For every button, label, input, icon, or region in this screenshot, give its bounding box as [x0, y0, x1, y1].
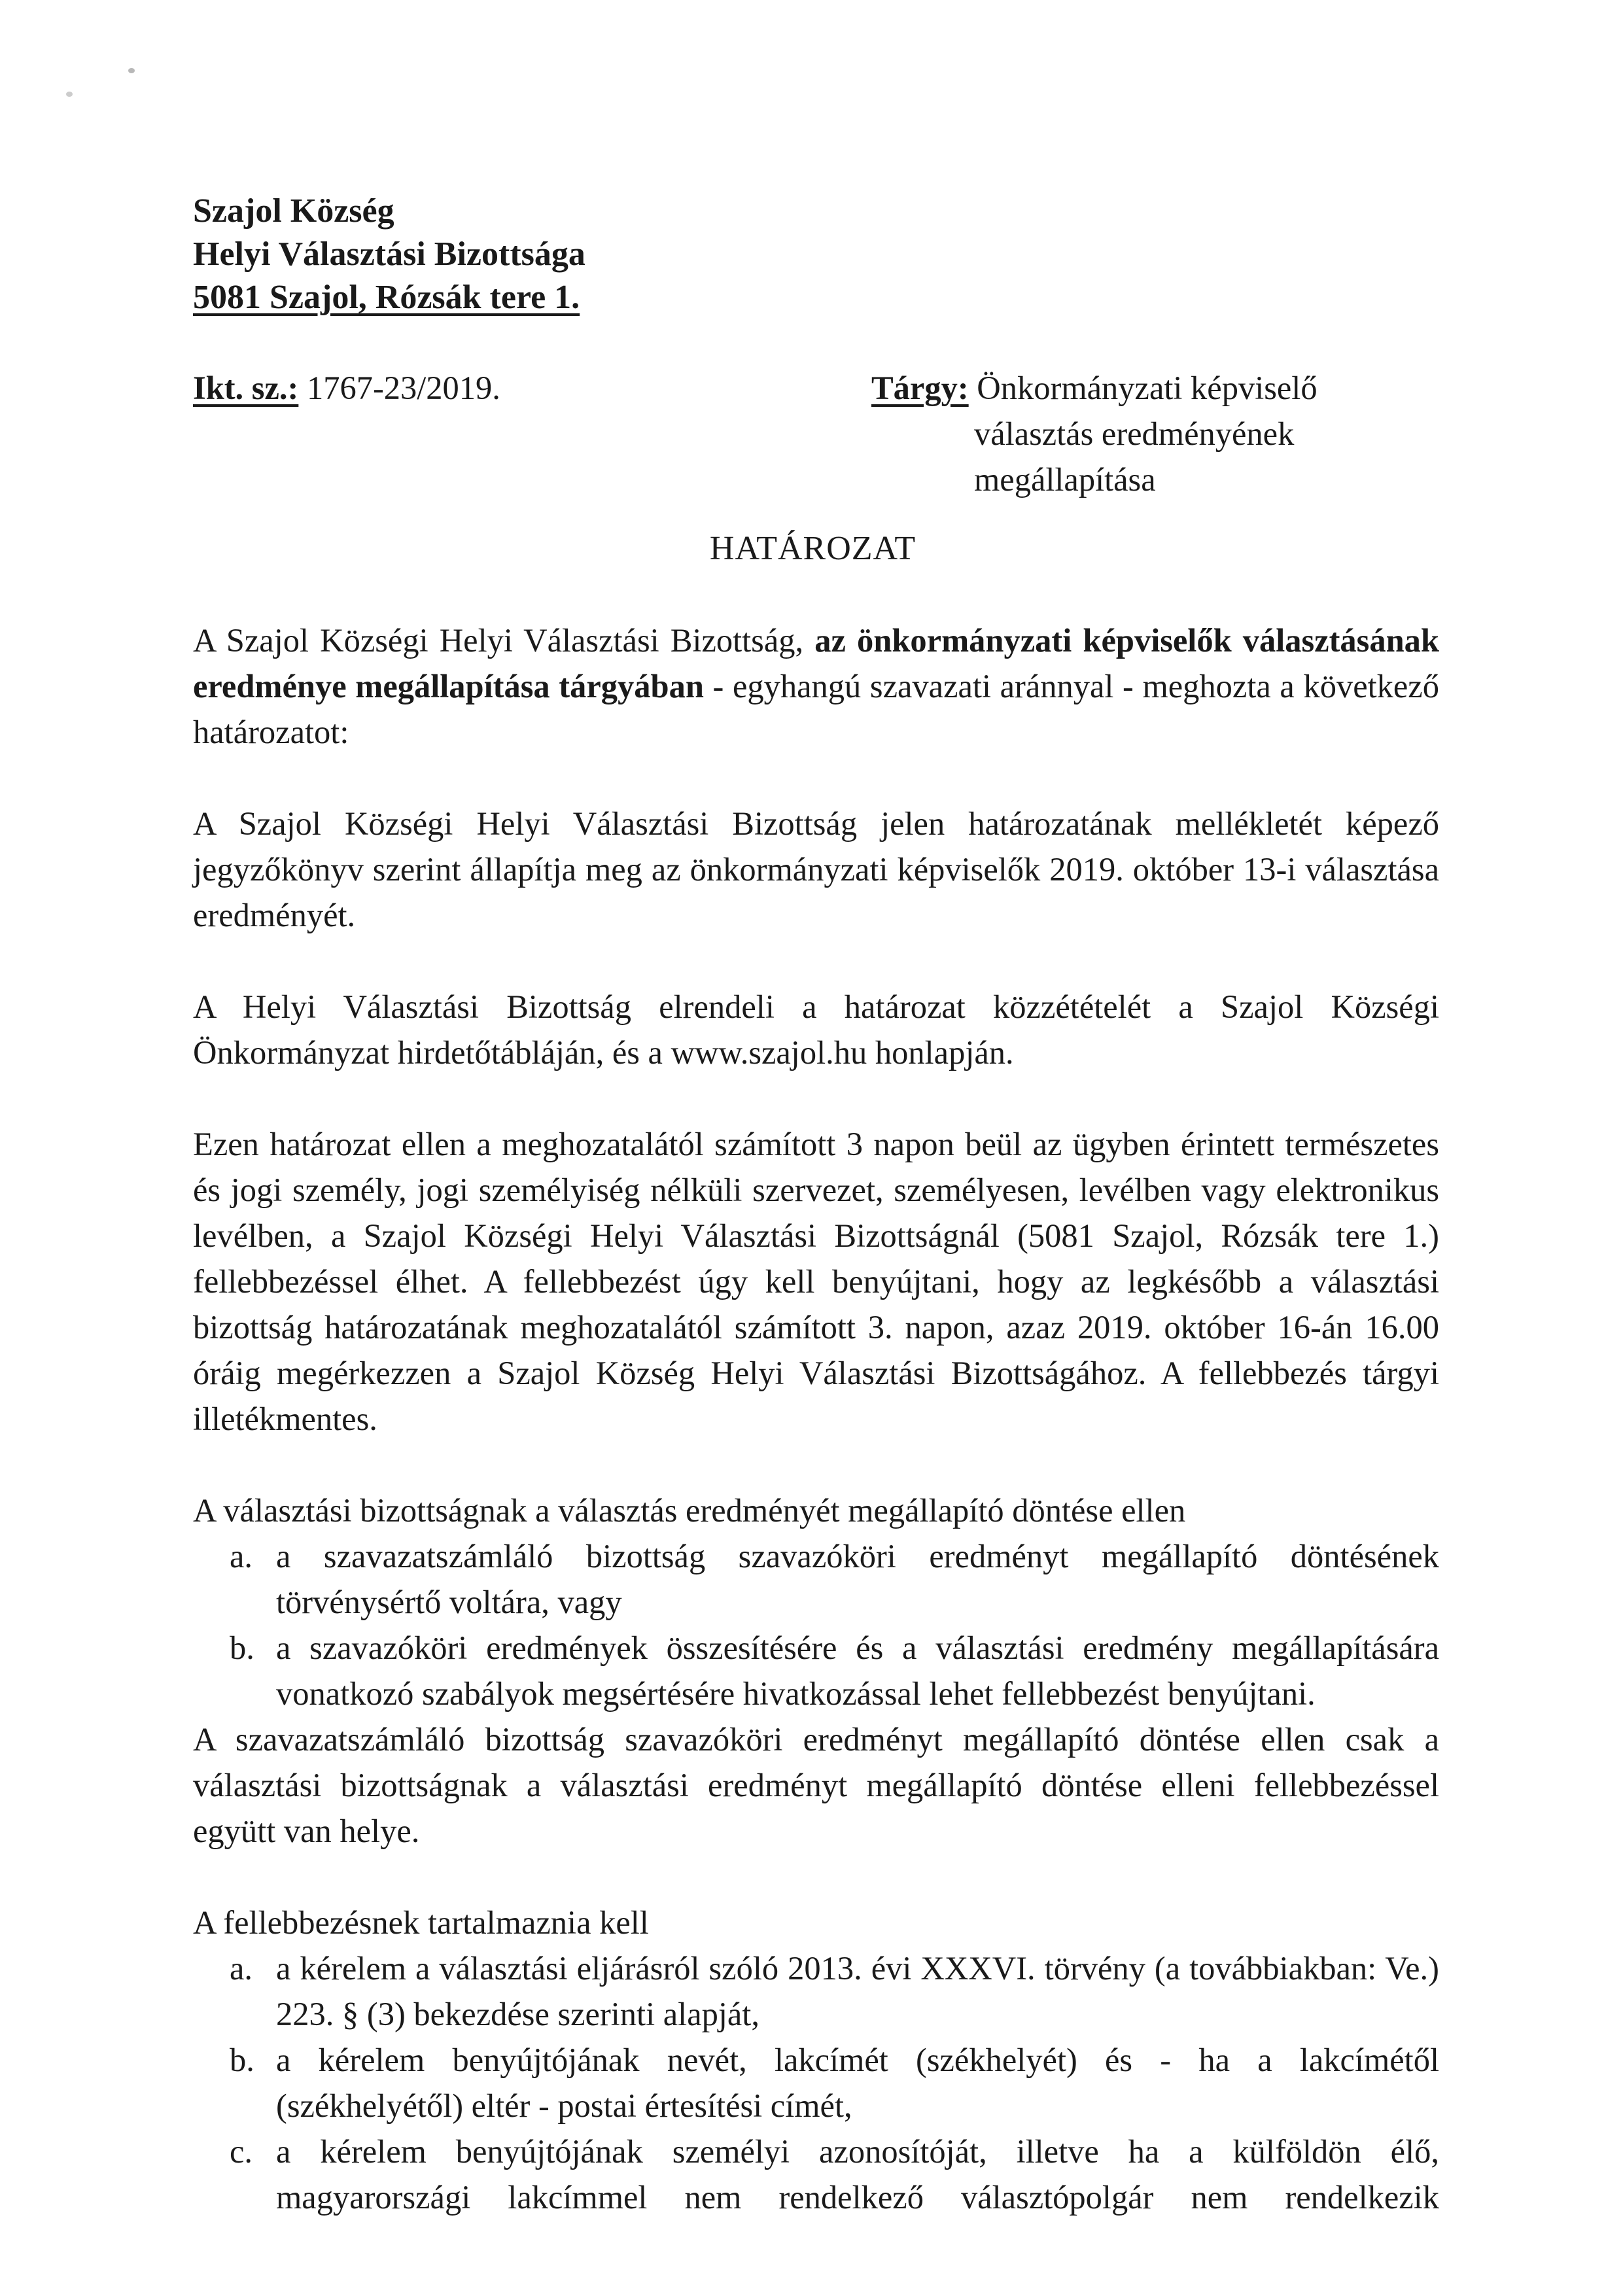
- list-item: [193, 2129, 1439, 2220]
- file-number-label: Ikt. sz.:: [193, 370, 299, 406]
- list-text: a kérelem a választási eljárásról szóló 2013. évi XXXVI. törvény (a továbbiakban: Ve.) 223. § (3) bekezdése szerinti alapját,: [276, 1950, 1439, 2032]
- file-number: [193, 365, 500, 411]
- intro-text: A Szajol Községi Helyi Választási Bizottság,: [193, 622, 815, 659]
- list-item: [193, 1533, 1439, 1625]
- scan-speck: [128, 68, 135, 73]
- file-number-value: 1767-23/2019.: [298, 370, 500, 406]
- list-marker: b.: [230, 2042, 254, 2078]
- document-page: [193, 190, 1439, 2220]
- intro-paragraph: [193, 617, 1439, 755]
- list-item: [193, 1625, 1439, 1716]
- list-item: [193, 1945, 1439, 2037]
- intro-bold: az önkormányzati képviselők választásának eredménye megállapítása tárgyában: [193, 622, 1440, 704]
- list-text: a kérelem benyújtójának nevét, lakcímét (székhelyét) és - ha a lakcímétől (székhelyétől) eltér - postai értesítési címét,: [276, 2042, 1439, 2124]
- publication-paragraph: A Helyi Választási Bizottság elrendeli a határozat közzétételét a Szajol Községi Önkormányzat hirdetőtábláján, és a www.szajol.hu honlapján.: [193, 988, 1439, 1071]
- list-marker: c.: [230, 2133, 253, 2170]
- appeal-grounds-intro: A választási bizottságnak a választás eredményét megállapító döntése ellen: [193, 1492, 1186, 1529]
- list-marker: a.: [230, 1950, 253, 1987]
- subject: [871, 365, 1434, 502]
- appeal-contents-list: [193, 1945, 1439, 2220]
- org-name: Szajol Község: [193, 192, 394, 230]
- decision-paragraph: A Szajol Községi Helyi Választási Bizottság jelen határozatának mellékletét képező jegyzőkönyv szerint állapítja meg az önkormányzati képviselők 2019. október 13-i választása eredményét.: [193, 805, 1439, 933]
- subject-line-1: Önkormányzati képviselő: [968, 370, 1318, 406]
- org-committee: Helyi Választási Bizottsága: [193, 235, 585, 273]
- reference-row: [193, 365, 1439, 509]
- list-item: [193, 2037, 1439, 2129]
- subject-line-3: megállapítása: [974, 461, 1156, 498]
- scan-speck: [66, 92, 73, 97]
- subject-line-2: választás eredményének: [974, 415, 1295, 452]
- list-marker: a.: [230, 1538, 253, 1574]
- appeal-grounds-list: [193, 1533, 1439, 1716]
- letterhead: [193, 190, 1439, 319]
- appeal-contents-intro: A fellebbezésnek tartalmaznia kell: [193, 1904, 649, 1941]
- list-text: a kérelem benyújtójának személyi azonosítóját, illetve ha a külföldön élő, magyarországi lakcímmel nem rendelkező választópolgár nem rendelkezik: [276, 2133, 1439, 2216]
- appeal-paragraph: Ezen határozat ellen a meghozatalától számított 3 napon beül az ügyben érintett természetes és jogi személy, jogi személyiség nélküli szervezet, személyesen, levélben vagy elektronikus levélben, a Szajol Községi Helyi Választási Bizottságnál (5081 Szajol, Rózsák tere 1.) fellebbezéssel élhet. A fellebbezést úgy kell benyújtani, hogy az legkésőbb a választási bizottság határozatának meghozatalától számított 3. napon, azaz 2019. október 16-án 16.00 óráig megérkezzen a Szajol Község Helyi Választási Bizottságához. A fellebbezés tárgyi illetékmentes.: [193, 1126, 1439, 1437]
- document-title: HATÁROZAT: [709, 530, 916, 567]
- list-marker: b.: [230, 1629, 254, 1666]
- intro-text-after: - egyhangú szavazati aránnyal - meghozta a következő határozatot:: [193, 668, 1439, 750]
- org-address: 5081 Szajol, Rózsák tere 1.: [193, 279, 580, 316]
- list-text: a szavazóköri eredmények összesítésére és a választási eredmény megállapítására vonatkozó szabályok megsértésére hivatkozással lehet fellebbezést benyújtani.: [276, 1629, 1439, 1712]
- subject-label: Tárgy:: [871, 370, 969, 406]
- list-text: a szavazatszámláló bizottság szavazóköri eredményt megállapító döntésének törvénysértő voltára, vagy: [276, 1538, 1439, 1620]
- appeal-grounds-closing: A szavazatszámláló bizottság szavazóköri eredményt megállapító döntése ellen csak a választási bizottságnak a választási eredményt megállapító döntése elleni fellebbezéssel együtt van helye.: [193, 1721, 1439, 1849]
